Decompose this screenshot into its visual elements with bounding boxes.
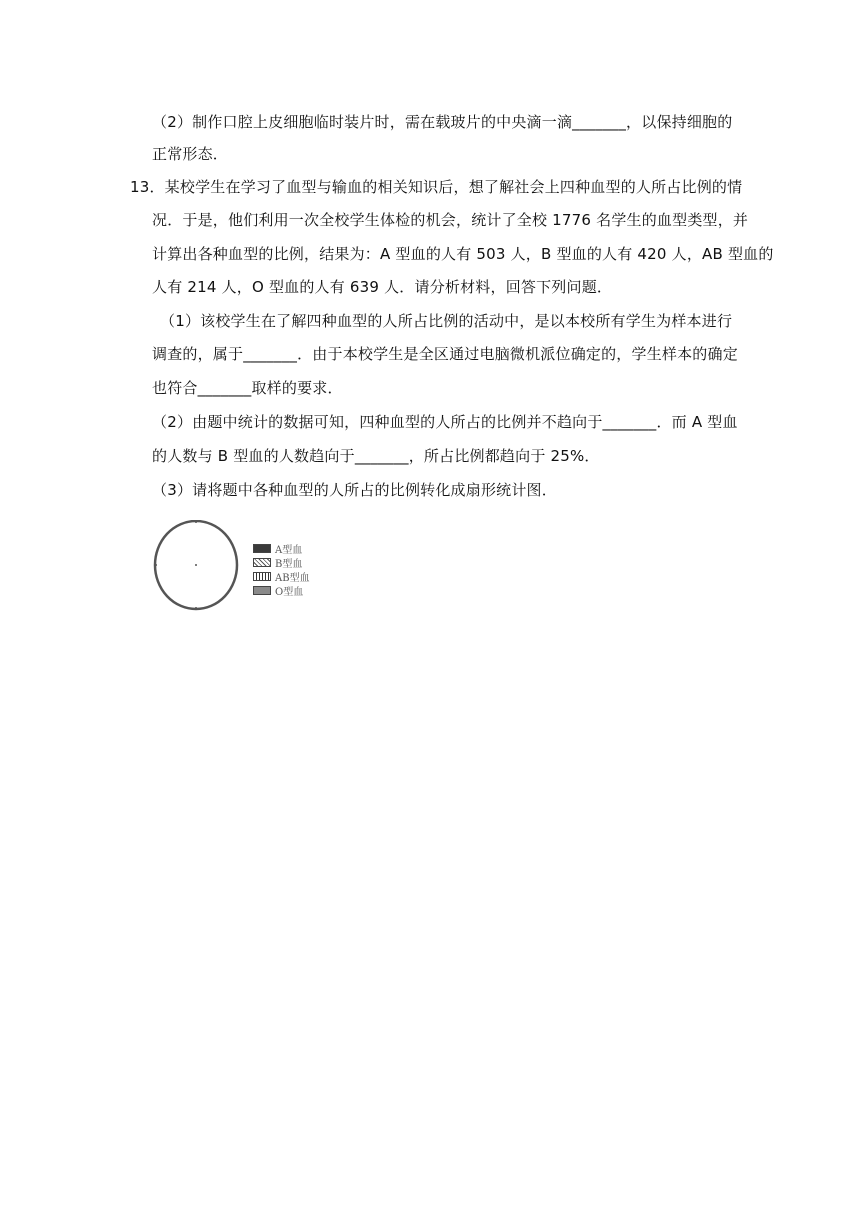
text-line-q13-3: （3）请将题中各种血型的人所占的比例转化成扇形统计图． [152,481,557,499]
vertical-hatch-swatch-icon [253,572,271,581]
legend-item-a [253,541,310,555]
legend-item-ab [253,569,310,583]
pie-chart-figure [148,520,348,620]
text-line-q13-2: （2）由题中统计的数据可知，四种血型的人所占的比例并不趋向于_______．而 A 型血 [152,413,738,431]
empty-pie-circle [148,520,258,620]
diagonal-hatch-swatch-icon [253,558,271,567]
legend-label-o: O型血 [275,586,304,598]
legend-item-b [253,555,310,569]
text-line-q13-intro-2: 况．于是，他们利用一次全校学生体检的机会，统计了全校 1776 名学生的血型类型，并 [152,211,749,229]
pie-legend [253,541,310,597]
legend-label-a: A型血 [275,544,303,556]
text-line-q13-intro-4: 人有 214 人，O 型血的人有 639 人．请分析材料，回答下列问题． [152,278,613,296]
text-line-q13-1-cont: 调查的，属于_______．由于本校学生是全区通过电脑微机派位确定的，学生样本的确定 [152,345,738,363]
text-line-q13-2-cont: 的人数与 B 型血的人数趋向于_______，所占比例都趋向于 25%． [152,447,600,465]
legend-label-ab: AB型血 [275,572,310,584]
text-line-q13-intro-3: 计算出各种血型的比例，结果为：A 型血的人有 503 人，B 型血的人有 420 人，AB 型血的 [152,245,774,263]
solid-gray-swatch-icon [253,586,271,595]
text-line-q12-2: （2）制作口腔上皮细胞临时装片时，需在载玻片的中央滴一滴_______，以保持细胞的 [152,113,733,131]
text-line-q13-1: （1）该校学生在了解四种血型的人所占比例的活动中，是以本校所有学生为样本进行 [160,312,733,330]
text-line-q13-1-cont-2: 也符合_______取样的要求． [152,379,343,397]
text-line-q12-2-cont: 正常形态． [152,145,229,163]
solid-dark-swatch-icon [253,544,271,553]
text-line-q13-intro: 13．某校学生在学习了血型与输血的相关知识后，想了解社会上四种血型的人所占比例的情 [130,178,743,196]
legend-label-b: B型血 [275,558,303,570]
legend-item-o [253,583,310,597]
